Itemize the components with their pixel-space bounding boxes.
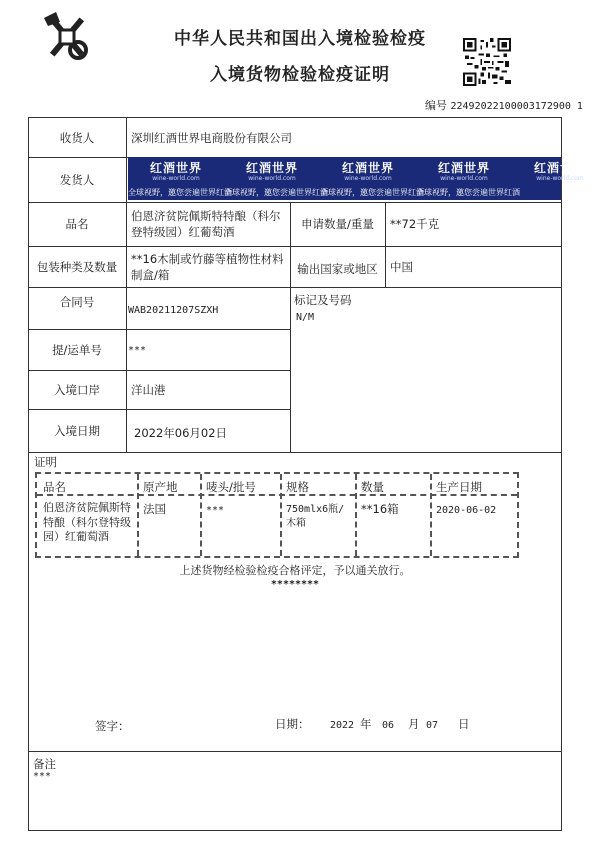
clearance-statement: 上述货物经检验检疫合格评定，予以通关放行。 (179, 564, 411, 577)
row-cell-origin: 法国 (143, 502, 166, 516)
goods-label: 品名 (65, 217, 89, 231)
contract-label: 合同号 (59, 295, 95, 309)
marks-label: 标记及号码 (294, 293, 352, 307)
document-title-line1: 中华人民共和国出入境检验检疫 (174, 29, 426, 49)
sign-year-char: 年 (360, 717, 372, 731)
column-header-origin: 原产地 (143, 480, 178, 494)
banner-slogan-text: 全球视野，邀您尝遍世界红酒 (320, 188, 424, 197)
entry-port-label: 入境口岸 (54, 383, 100, 397)
certificate-label: 证明 (34, 455, 57, 469)
quantity-label: 申请数量/重量 (301, 217, 374, 231)
row-cell-quantity: **16箱 (361, 502, 399, 516)
sign-date-label: 日期： (275, 717, 310, 731)
sign-day-char: 日 (458, 717, 470, 731)
banner-slogan-text: 全球视野，邀您尝遍世界红酒 (416, 188, 520, 197)
consignee-label: 收货人 (59, 131, 95, 145)
remarks-label: 备注 (33, 757, 56, 771)
banner-logo-text: 红酒世界 (437, 161, 490, 175)
remarks-value: *** (33, 771, 52, 782)
serial-number (425, 97, 583, 113)
banner-logo-text: 红酒世界 (245, 161, 298, 175)
quantity-value: **72千克 (390, 217, 440, 231)
bill-of-lading-label: 提/运单号 (52, 343, 102, 357)
row-cell-goods: 伯恩济贫院佩斯特特酿（科尔登特级园）红葡萄酒 (43, 501, 131, 543)
row-cell-spec: 750mlx6瓶/木箱 (286, 504, 345, 529)
qr-code-icon (462, 38, 512, 86)
document-title-line2: 入境货物检验检疫证明 (210, 65, 390, 85)
banner-logo-text: 红酒世界 (533, 161, 586, 175)
signature-label: 签字： (95, 719, 130, 733)
banner-site-text: wine-world.com (152, 175, 200, 182)
marks-value: N/M (296, 312, 315, 323)
row-cell-production-date: 2020-06-02 (436, 505, 497, 516)
column-header-production-date: 生产日期 (436, 480, 482, 494)
serial-label: 编号 (425, 99, 447, 112)
banner-slogan-text: 全球视野，邀您尝遍世界红酒 (224, 188, 328, 197)
column-header-spec: 规格 (286, 480, 309, 494)
banner-site-text: wine-world.com (248, 175, 296, 182)
column-header-quantity: 数量 (361, 480, 384, 494)
sign-year: 2022 (330, 720, 355, 731)
sign-month-char: 月 (408, 717, 420, 731)
column-header-marks: 唛头/批号 (206, 480, 256, 494)
entry-date-value: 2022年06月02日 (134, 426, 228, 440)
consignor-label: 发货人 (59, 173, 95, 187)
sign-day: 07 (426, 720, 439, 731)
contract-value: WAB20211207SZXH (128, 305, 219, 316)
banner-logo-text: 红酒世界 (149, 161, 202, 175)
consignor-banner (128, 157, 586, 200)
sign-month: 06 (382, 720, 395, 731)
origin-country-label: 输出国家或地区 (297, 262, 378, 276)
banner-logo-text: 红酒世界 (341, 161, 394, 175)
consignee-value: 深圳红酒世界电商股份有限公司 (131, 131, 292, 145)
origin-country-value: 中国 (390, 260, 413, 274)
bill-of-lading-value: *** (128, 345, 147, 356)
packing-label: 包装种类及数量 (36, 260, 118, 274)
goods-value: 伯恩济贫院佩斯特特酿（科尔登特级园）红葡萄酒 (131, 209, 281, 239)
entry-date-label: 入境日期 (54, 424, 100, 438)
packing-value: **16木制或竹藤等植物性材料制盒/箱 (131, 252, 284, 282)
banner-site-text: wine-world.com (440, 175, 488, 182)
banner-site-text: wine-world.com (344, 175, 392, 182)
customs-emblem-icon (38, 8, 96, 66)
row-cell-marks: *** (206, 505, 225, 516)
banner-slogan-text: 全球视野，邀您尝遍世界红酒 (128, 188, 232, 197)
serial-value: 22492022100003172900 1 (450, 101, 583, 112)
statement-stars: ******** (270, 579, 320, 590)
banner-site-text: wine-world.com (536, 175, 584, 182)
entry-port-value: 洋山港 (131, 383, 166, 397)
column-header-goods: 品名 (43, 480, 66, 494)
